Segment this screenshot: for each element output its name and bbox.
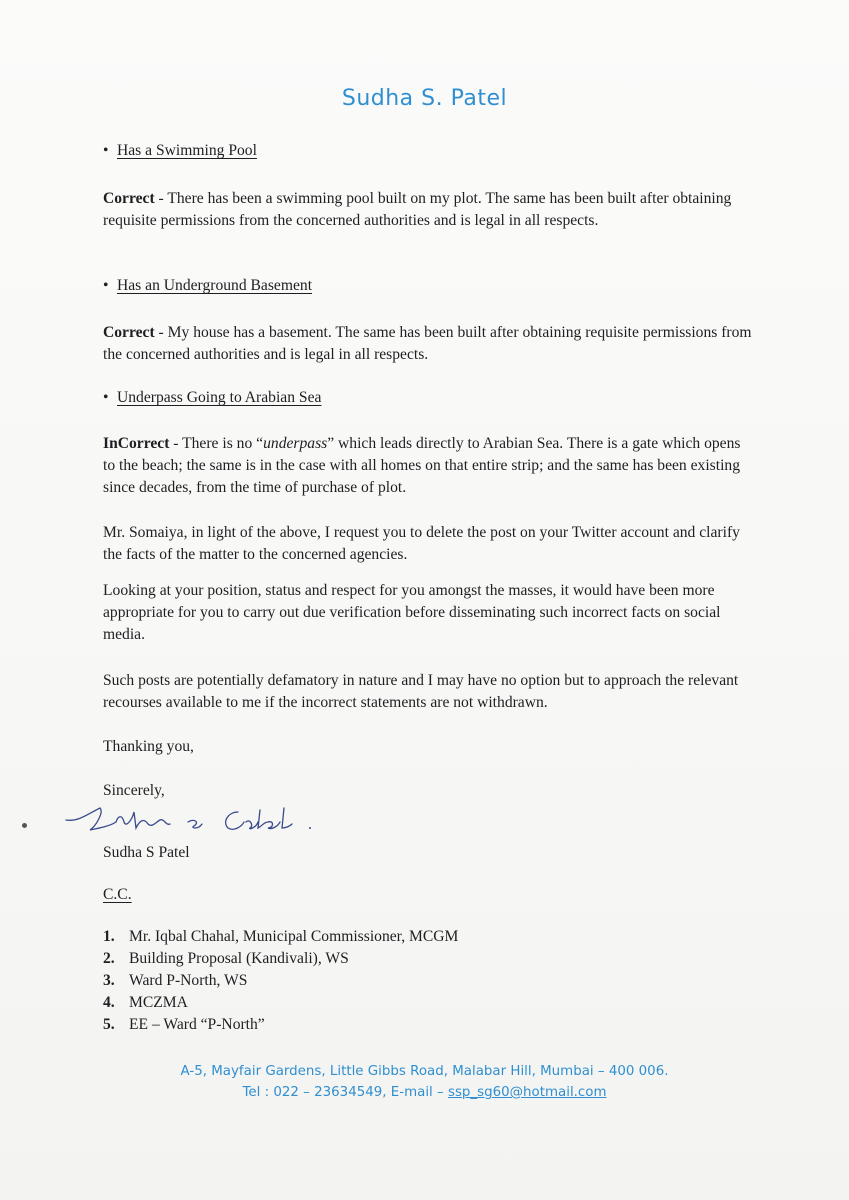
footer-address: A-5, Mayfair Gardens, Little Gibbs Road, Malabar Hill, Mumbai – 400 006. bbox=[180, 1064, 669, 1079]
section-body-basement: Correct - My house has a basement. The same has been built after obtaining requisite permissions from the concerned authorities and is legal in all respects. bbox=[103, 324, 752, 363]
verdict-label: InCorrect bbox=[103, 435, 170, 452]
paragraph-defamatory: Such posts are potentially defamatory in nature and I may have no option but to approach the relevant recourses available to me if the incorrect statements are not withdrawn. bbox=[103, 672, 739, 711]
footer-contact bbox=[0, 1085, 849, 1100]
section-heading-basement: • Has an Underground Basement bbox=[103, 277, 313, 294]
section-body-swimming-pool: Correct - There has been a swimming pool built on my plot. The same has been built after obtaining requisite permissions from the concerned authorities and is legal in all respects. bbox=[103, 190, 732, 229]
section-heading-underpass: • Underpass Going to Arabian Sea bbox=[103, 389, 322, 406]
verdict-label: Correct bbox=[103, 324, 155, 341]
cc-item: 3. Ward P-North, WS bbox=[103, 972, 248, 989]
section-body-underpass: InCorrect - There is no “underpass” which leads directly to Arabian Sea. There is a gate which opens to the beach; the same is in the case with all homes on that entire strip; and the same has been existing since decades, from the time of purchase of plot. bbox=[103, 435, 741, 496]
closing-thanks: Thanking you, bbox=[103, 738, 194, 755]
cc-item: 2. Building Proposal (Kandivali), WS bbox=[103, 950, 349, 967]
handwritten-signature bbox=[60, 800, 330, 840]
signer-name: Sudha S Patel bbox=[103, 844, 190, 861]
bullet-icon: • bbox=[103, 389, 109, 406]
letterhead-name: Sudha S. Patel bbox=[341, 86, 508, 111]
verdict-label: Correct bbox=[103, 190, 155, 207]
footer-tel: Tel : 022 – 23634549, E-mail – bbox=[242, 1085, 448, 1100]
cc-item: 4. MCZMA bbox=[103, 994, 188, 1011]
section-heading-swimming-pool: • Has a Swimming Pool bbox=[103, 142, 257, 159]
paragraph-request: Mr. Somaiya, in light of the above, I request you to delete the post on your Twitter account and clarify the facts of the matter to the concerned agencies. bbox=[103, 524, 740, 563]
paragraph-verification: Looking at your position, status and respect for you amongst the masses, it would have been more appropriate for you to carry out due verification before disseminating such incorrect facts on social media. bbox=[103, 582, 721, 643]
closing-sincerely: Sincerely, bbox=[103, 782, 165, 799]
footer-email-link[interactable]: ssp_sg60@hotmail.com bbox=[447, 1085, 607, 1100]
cc-item: 1. Mr. Iqbal Chahal, Municipal Commissioner, MCGM bbox=[103, 928, 459, 945]
bullet-icon: • bbox=[103, 142, 109, 159]
cc-list bbox=[103, 926, 458, 1036]
scan-speck bbox=[22, 823, 27, 828]
bullet-icon: • bbox=[103, 277, 109, 294]
cc-label: C.C. bbox=[103, 886, 132, 903]
cc-item: 5. EE – Ward “P-North” bbox=[103, 1016, 265, 1033]
